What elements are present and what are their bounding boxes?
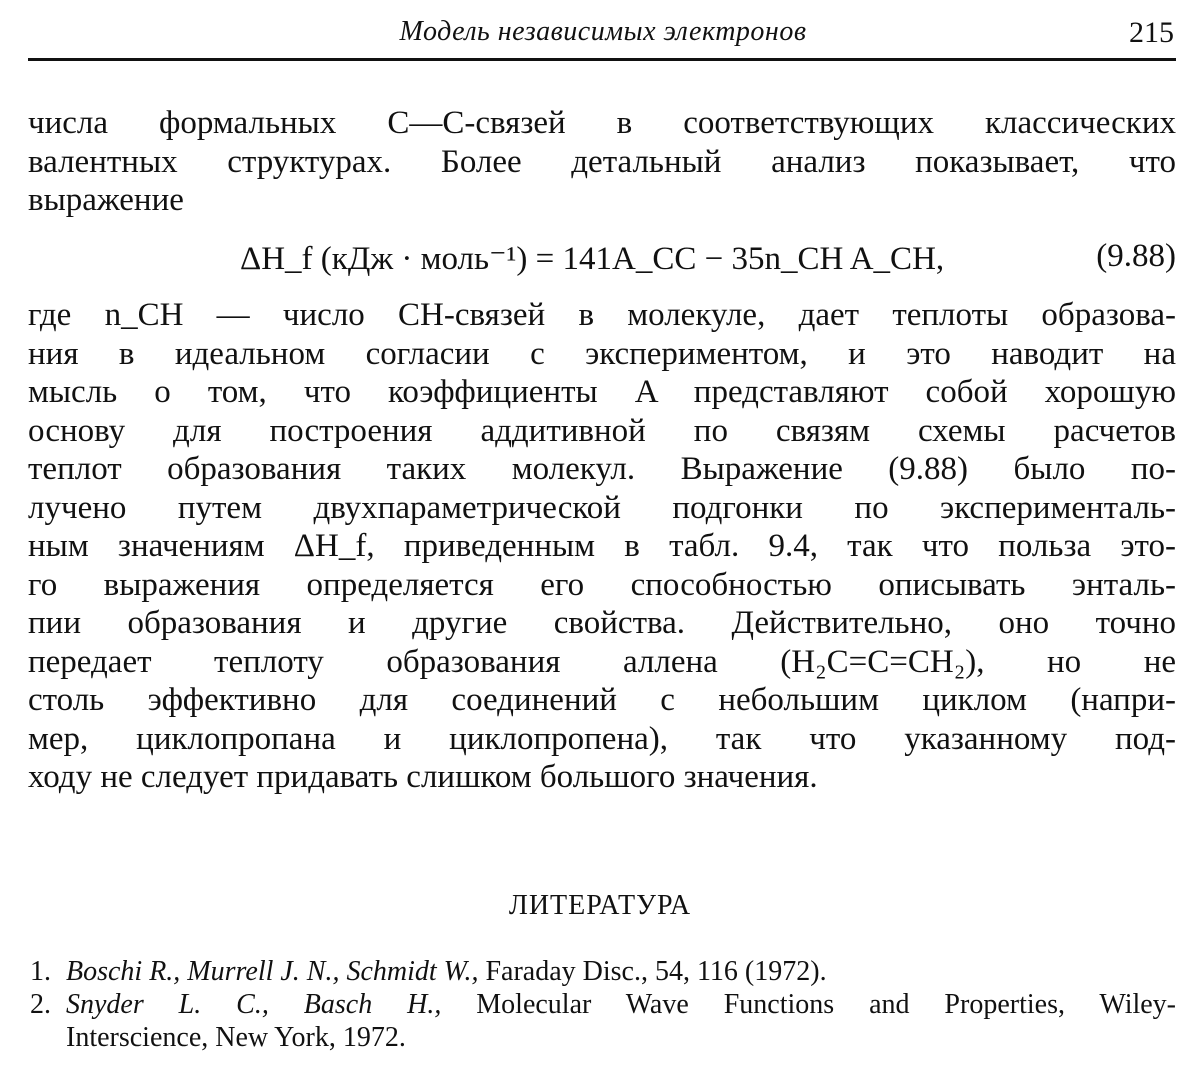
reference-authors: Boschi R., Murrell J. N., Schmidt W.,	[66, 956, 479, 987]
references-heading: ЛИТЕРАТУРА	[508, 890, 692, 921]
header-rule	[28, 58, 1176, 61]
equation-text: ΔH_f (кДж · моль⁻¹) = 141A_CC − 35n_CH A_CH,	[240, 241, 945, 277]
text-line: валентных структурах. Более детальный анализ показывает, что	[28, 143, 1176, 180]
text-line: числа формальных С—С-связей в соответствующих классических	[28, 105, 1176, 141]
reference-line	[66, 955, 1176, 988]
text-line: столь эффективно для соединений с небольшим циклом (напри-	[28, 682, 1176, 718]
text-line: выражение	[28, 182, 184, 218]
text-line: ным значениям ΔH_f, приведенным в табл. 9.4, так что польза это-	[28, 528, 1176, 564]
text-line: ходу не следует придавать слишком большого значения.	[28, 759, 818, 795]
page-number: 215	[1129, 16, 1174, 49]
text-line: где n_CH — число СН-связей в молекуле, дает теплоты образова-	[28, 297, 1176, 333]
equation-9-88	[240, 238, 1176, 280]
paragraph-main	[28, 296, 1176, 797]
reference-source: Molecular Wave Functions and Properties, Wiley-	[441, 989, 1176, 1020]
page-header	[28, 14, 1178, 56]
text-line: мер, циклопропана и циклопропена), так что указанному под-	[28, 720, 1176, 757]
text-line: передает теплоту образования аллена (H₂C=C=CH₂), но не	[28, 643, 1176, 680]
reference-line	[66, 988, 1176, 1021]
text-line: ния в идеальном согласии с экспериментом, и это наводит на	[28, 335, 1176, 372]
reference-line: Interscience, New York, 1972.	[66, 1022, 406, 1053]
running-title: Модель независимых электронов	[399, 16, 807, 47]
reference-item	[30, 955, 1176, 988]
paragraph-intro	[28, 104, 1176, 220]
text-line: пии образования и другие свойства. Действительно, оно точно	[28, 605, 1176, 641]
reference-number: 1.	[30, 956, 51, 987]
text-line: го выражения определяется его способностью описывать энталь-	[28, 566, 1176, 603]
reference-item	[30, 988, 1176, 1054]
reference-number: 2.	[30, 989, 51, 1020]
reference-list	[30, 955, 1176, 1054]
text-line: основу для построения аддитивной по связям схемы расчетов	[28, 412, 1176, 449]
equation-number: (9.88)	[1096, 238, 1176, 274]
text-line: мысль о том, что коэффициенты A представляют собой хорошую	[28, 374, 1176, 410]
reference-authors: Snyder L. C., Basch H.,	[66, 989, 442, 1020]
text-line: лучено путем двухпараметрической подгонки по эксперименталь-	[28, 489, 1176, 526]
reference-source: Faraday Disc., 54, 116 (1972).	[478, 956, 827, 987]
text-line: теплот образования таких молекул. Выражение (9.88) было по-	[28, 451, 1176, 487]
